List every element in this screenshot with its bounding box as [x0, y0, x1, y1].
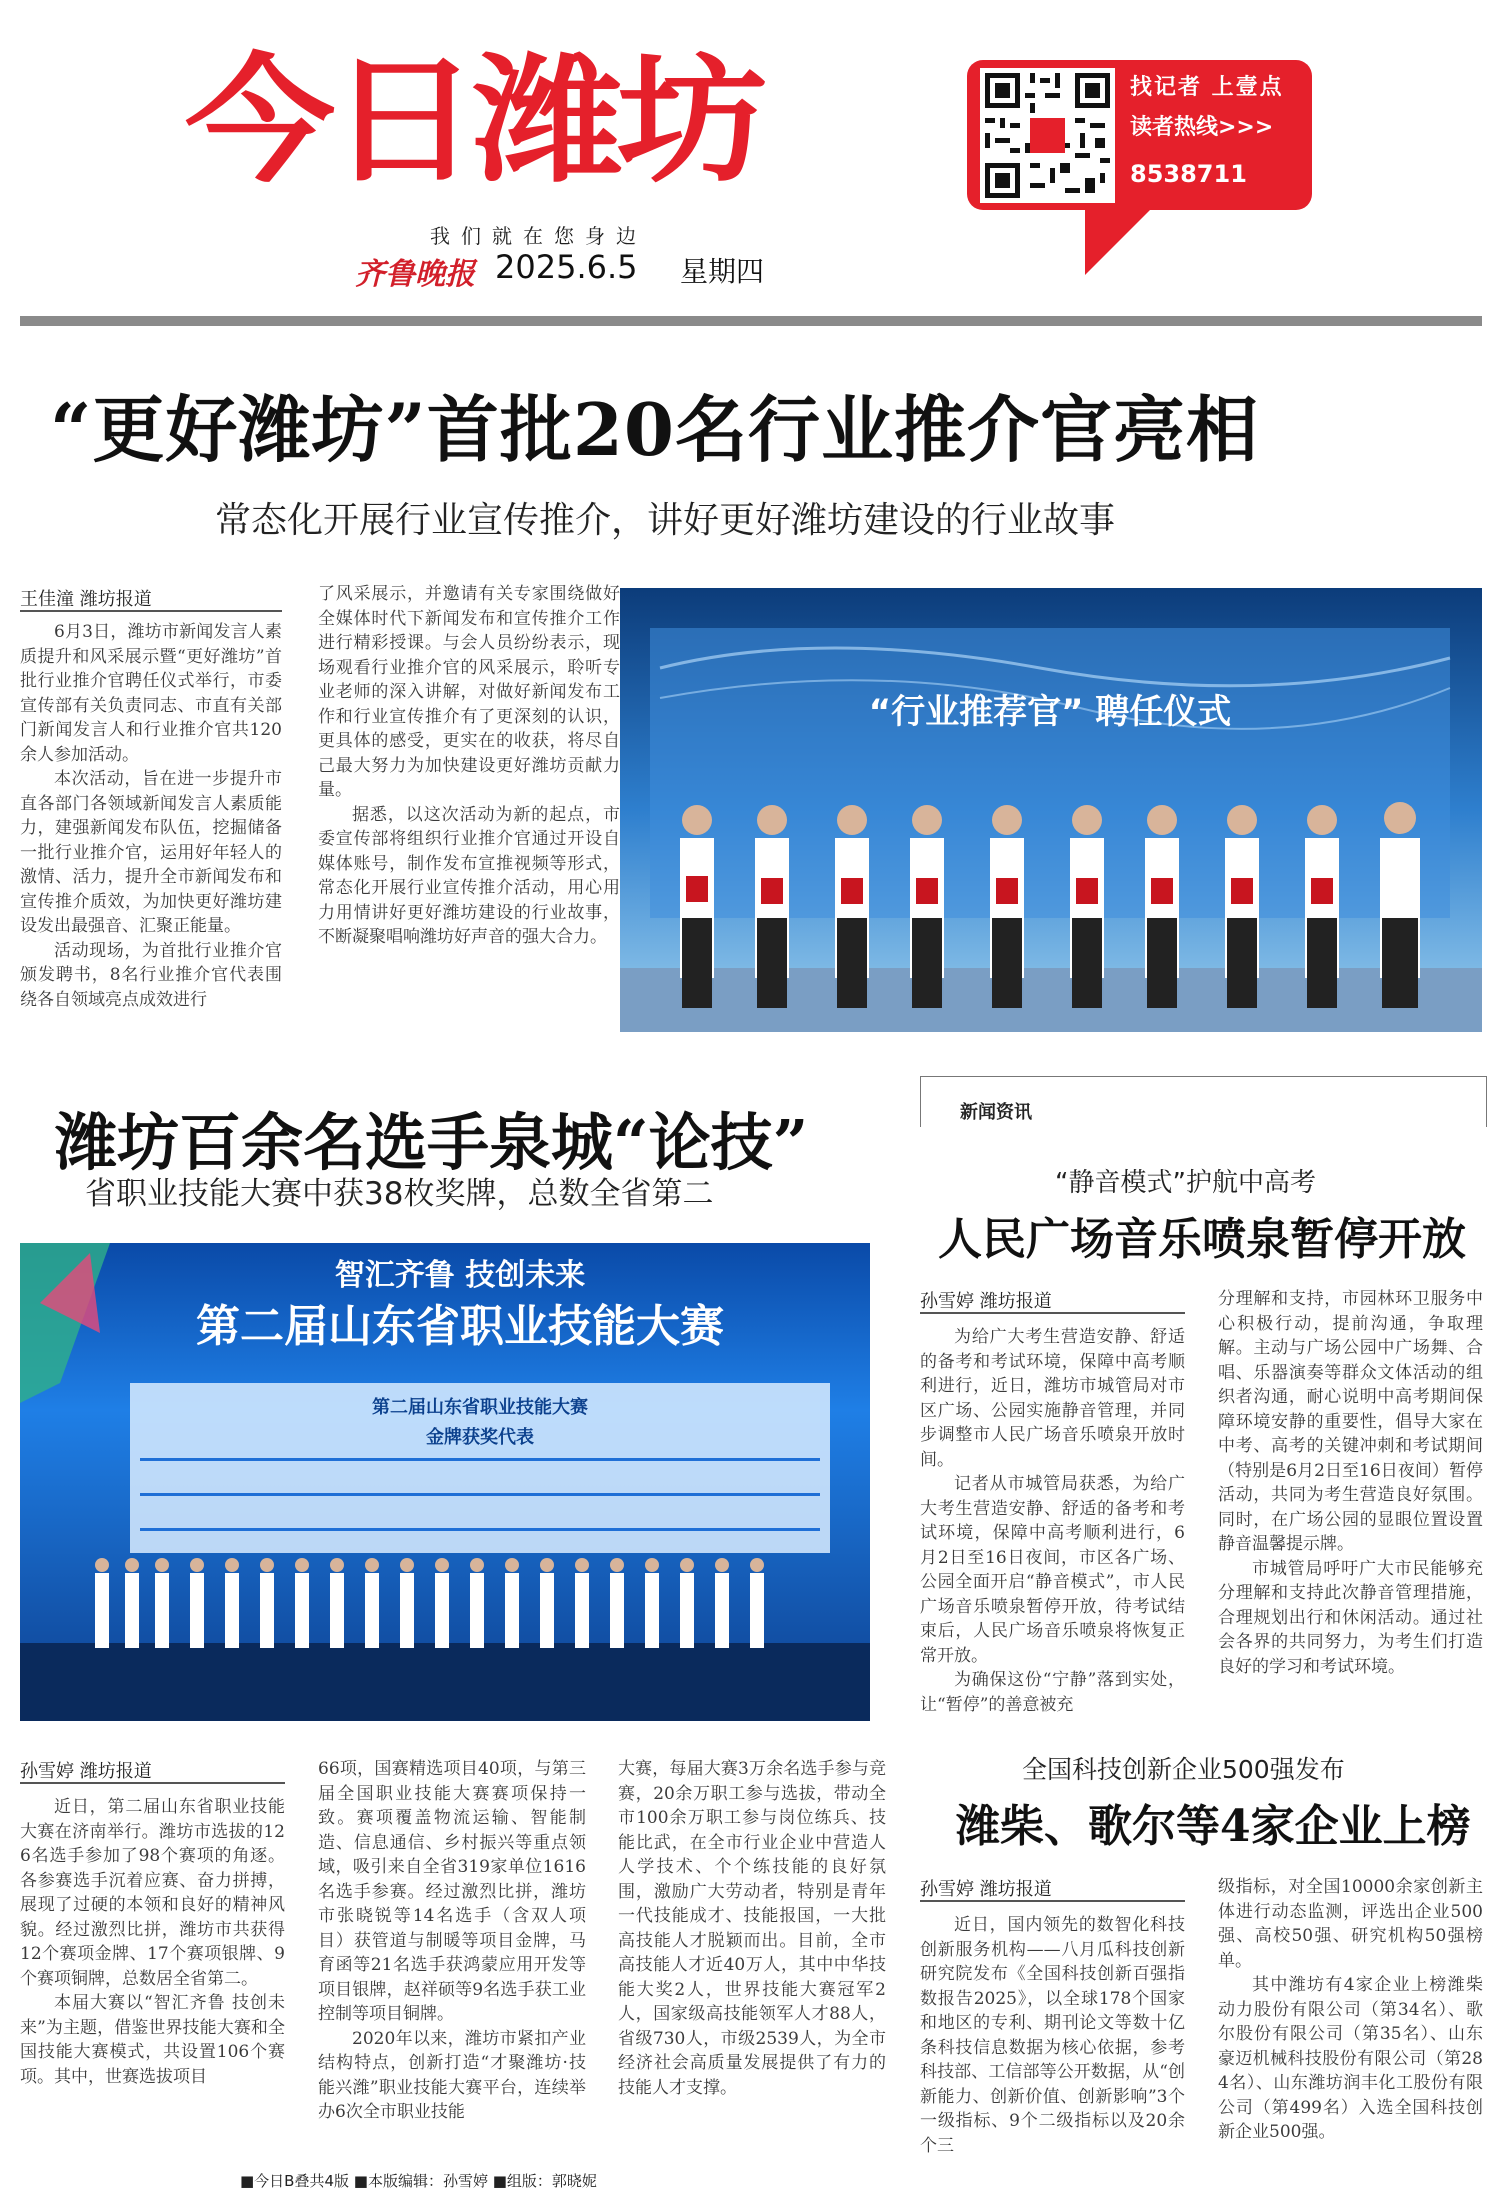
- article1-headline[interactable]: “更好潍坊”首批20名行业推介官亮相: [50, 387, 1260, 472]
- paragraph: 本次活动，旨在进一步提升市直各部门各领域新闻发言人素质能力，建强新闻发布队伍，挖掘储备一批行业推介官，运用好年轻人的激情、活力，提升全市新闻发布和宣传推介质效，为加快更好潍坊建设发出最强音、汇聚正能量。: [20, 769, 282, 936]
- paragraph: 近日，国内领先的数智化科技创新服务机构——八月瓜科技创新研究院发布《全国科技创新百强指数报告2025》，以全球178个国家和地区的专利、期刊论文等数十亿条科技信息数据为核心依据，参考科技部、工信部等公开数据，从“创新能力、创新价值、创新影响”3个一级指标、9个二级指标以及20余个三: [920, 1915, 1185, 2156]
- paragraph: 本届大赛以“智汇齐鲁 技创未来”为主题，借鉴世界技能大赛和全国技能大赛模式，共设置106个赛项。其中，世赛选拔项目: [20, 1993, 285, 2087]
- paragraph: 为给广大考生营造安静、舒适的备考和考试环境，保障中高考顺利进行，近日，潍坊市城管局对市区广场、公园实施静音管理，并同步调整市人民广场音乐喷泉开放时间。: [920, 1327, 1185, 1470]
- paragraph: 记者从市城管局获悉，为给广大考生营造安静、舒适的备考和考试环境，保障中高考顺利进行，6月2日至16日夜间，市区各广场、公园全面开启“静音模式”，市人民广场音乐喷泉暂停开放，待考试结束后，人民广场音乐喷泉将恢复正常开放。: [920, 1474, 1185, 1666]
- article3-column-2: [1218, 1287, 1483, 1679]
- article4-kicker: 全国科技创新企业500强发布: [1022, 1755, 1345, 1784]
- photo-banner-text: “行业推荐官” 聘任仪式: [868, 692, 1232, 732]
- article3-kicker: “静音模式”护航中高考: [1055, 1168, 1316, 1198]
- article1-column-2: [318, 582, 620, 950]
- paragraph: 66项，国赛精选项目40项，与第三届全国职业技能大赛赛项保持一致。赛项覆盖物流运输、智能制造、信息通信、乡村振兴等重点领域，吸引来自全省319家单位1616名选手参赛。经过激烈比拼，潍坊市张晓锐等14名选手（含双人项目）获管道与制暖等项目金牌，马育函等21名选手获鸿蒙应用开发等项目银牌，赵祥硕等9名选手获工业控制等项目铜牌。: [318, 1759, 586, 2024]
- paragraph: 了风采展示，并邀请有关专家围绕做好全媒体时代下新闻发布和宣传推介工作进行精彩授课。与会人员纷纷表示，现场观看行业推介官的风采展示，聆听专业老师的深入讲解，对做好新闻发布工作和行业宣传推介有了更深刻的认识，更具体的感受，更实在的收获，将尽自己最大努力为加快建设更好潍坊贡献力量。: [318, 584, 620, 800]
- article2-byline: 孙雪婷 潍坊报道: [20, 1761, 152, 1782]
- article4-byline: 孙雪婷 潍坊报道: [920, 1879, 1052, 1900]
- paragraph: 据悉，以这次活动为新的起点，市委宣传部将组织行业推介官通过开设自媒体账号，制作发布宣推视频等形式，常态化开展行业宣传推介活动，用心用力用情讲好更好潍坊建设的行业故事，不断凝聚唱响潍坊好声音的强大合力。: [318, 804, 620, 947]
- photo-title-2: 第二届山东省职业技能大赛: [196, 1301, 724, 1352]
- masthead-rule: [20, 316, 1482, 326]
- article1-column-1: [20, 620, 282, 1012]
- paragraph: 市城管局呼吁广大市民能够充分理解和支持此次静音管理措施，合理规划出行和休闲活动。通过社会各界的共同努力，为考生们打造良好的学习和考试环境。: [1218, 1558, 1483, 1677]
- article2-subheadline: 省职业技能大赛中获38枚奖牌，总数全省第二: [85, 1176, 714, 1212]
- article2-headline[interactable]: 潍坊百余名选手泉城“论技”: [55, 1106, 809, 1179]
- paper-logo: 齐鲁晚报: [355, 257, 475, 292]
- byline-rule: [920, 1900, 1185, 1902]
- paragraph: 分理解和支持，市园林环卫服务中心积极行动，提前沟通，争取理解。主动与广场公园中广场舞、合唱、乐器演奏等群众文体活动的组织者沟通，耐心说明中高考期间保障环境安静的重要性，倡导大家在中考、高考的关键冲刺和考试期间（特别是6月2日至16日夜间）暂停活动，共同为考生营造良好氛围。同时，在广场公园的显眼位置设置静音温馨提示牌。: [1218, 1289, 1483, 1554]
- article3-byline: 孙雪婷 潍坊报道: [920, 1291, 1052, 1312]
- masthead-title: 今日潍坊: [185, 41, 762, 202]
- qr-code-icon[interactable]: [980, 68, 1115, 203]
- masthead-slogan: 我们就在您身边: [430, 224, 647, 248]
- paragraph: 大赛，每届大赛3万余名选手参与竞赛，20余万职工参与选拔，带动全市100余万职工参与岗位练兵、技能比武，在全市行业企业中营造人人学技术、个个练技能的良好氛围，激励广大劳动者，特别是青年一代技能成才、技能报国，一大批高技能人才脱颖而出。目前，全市高技能人才近40万人，其中中华技能大奖2人，世界技能大赛冠军2人，国家级高技能领军人才88人，省级730人，市级2539人，为全市经济社会高质量发展提供了有力的技能人才支撑。: [618, 1759, 886, 2098]
- article4-column-1: [920, 1913, 1185, 2158]
- hotline-number[interactable]: 8538711: [1130, 160, 1247, 188]
- article3-column-1: [920, 1325, 1185, 1717]
- article2-column-1: [20, 1795, 285, 2089]
- article1-byline: 王佳潼 潍坊报道: [20, 589, 152, 610]
- byline-rule: [920, 1312, 1185, 1314]
- paragraph: 6月3日，潍坊市新闻发言人素质提升和风采展示暨“更好潍坊”首批行业推介官聘任仪式举行，市委宣传部有关负责同志、市直有关部门新闻发言人和行业推介官共120余人参加活动。: [20, 622, 282, 765]
- issue-date: 2025.6.5: [495, 248, 638, 286]
- news-section-label: 新闻资讯: [960, 1102, 1032, 1123]
- photo-board-sub: 金牌获奖代表: [426, 1427, 534, 1448]
- article1-subheadline: 常态化开展行业宣传推介，讲好更好潍坊建设的行业故事: [215, 500, 1116, 541]
- hotline-box-tail: [1085, 205, 1155, 275]
- article3-headline[interactable]: 人民广场音乐喷泉暂停开放: [938, 1214, 1466, 1265]
- article4-column-2: [1218, 1875, 1483, 2145]
- photo-title-1: 智汇齐鲁 技创未来: [334, 1258, 586, 1293]
- photo-board-title: 第二届山东省职业技能大赛: [372, 1397, 588, 1418]
- paragraph: 2020年以来，潍坊市紧扣产业结构特点，创新打造“才聚潍坊·技能兴潍”职业技能大赛平台，连续举办6次全市职业技能: [318, 2028, 586, 2122]
- paragraph: 近日，第二届山东省职业技能大赛在济南举行。潍坊市选拔的126名选手参加了98个赛项的角逐。各参赛选手沉着应赛、奋力拼搏，展现了过硬的本领和良好的精神风貌。经过激烈比拼，潍坊市共获得12个赛项金牌、17个赛项银牌、9个赛项铜牌，总数居全省第二。: [20, 1797, 285, 1989]
- paragraph: 为确保这份“宁静”落到实处，让“暂停”的善意被充: [920, 1670, 1185, 1715]
- page-footer: ■今日B叠共4版 ■本版编辑：孙雪婷 ■组版：郭晓妮: [240, 2172, 597, 2190]
- article2-column-2: [318, 1757, 586, 2125]
- hotline-text-1: 找记者 上壹点: [1130, 75, 1284, 100]
- byline-rule: [20, 1782, 285, 1784]
- paragraph: 活动现场，为首批行业推介官颁发聘书，8名行业推介官代表围绕各自领域亮点成效进行: [20, 940, 282, 1010]
- article2-column-3: [618, 1757, 886, 2100]
- paragraph: 级指标，对全国10000余家创新主体进行动态监测，评选出企业500强、高校50强、研究机构50强榜单。: [1218, 1877, 1483, 1971]
- ceremony-photo: [620, 588, 1482, 1032]
- hotline-text-2: 读者热线>>>: [1130, 115, 1274, 140]
- article4-headline[interactable]: 潍柴、歌尔等4家企业上榜: [956, 1801, 1471, 1852]
- byline-rule: [20, 610, 282, 612]
- issue-weekday: 星期四: [680, 255, 765, 288]
- paragraph: 其中潍坊有4家企业上榜潍柴动力股份有限公司（第34名）、歌尔股份有限公司（第35名）、山东豪迈机械科技股份有限公司（第284名）、山东潍坊润丰化工股份有限公司（第499名）入选全国科技创新企业500强。: [1218, 1975, 1483, 2142]
- competition-photo: [20, 1243, 870, 1721]
